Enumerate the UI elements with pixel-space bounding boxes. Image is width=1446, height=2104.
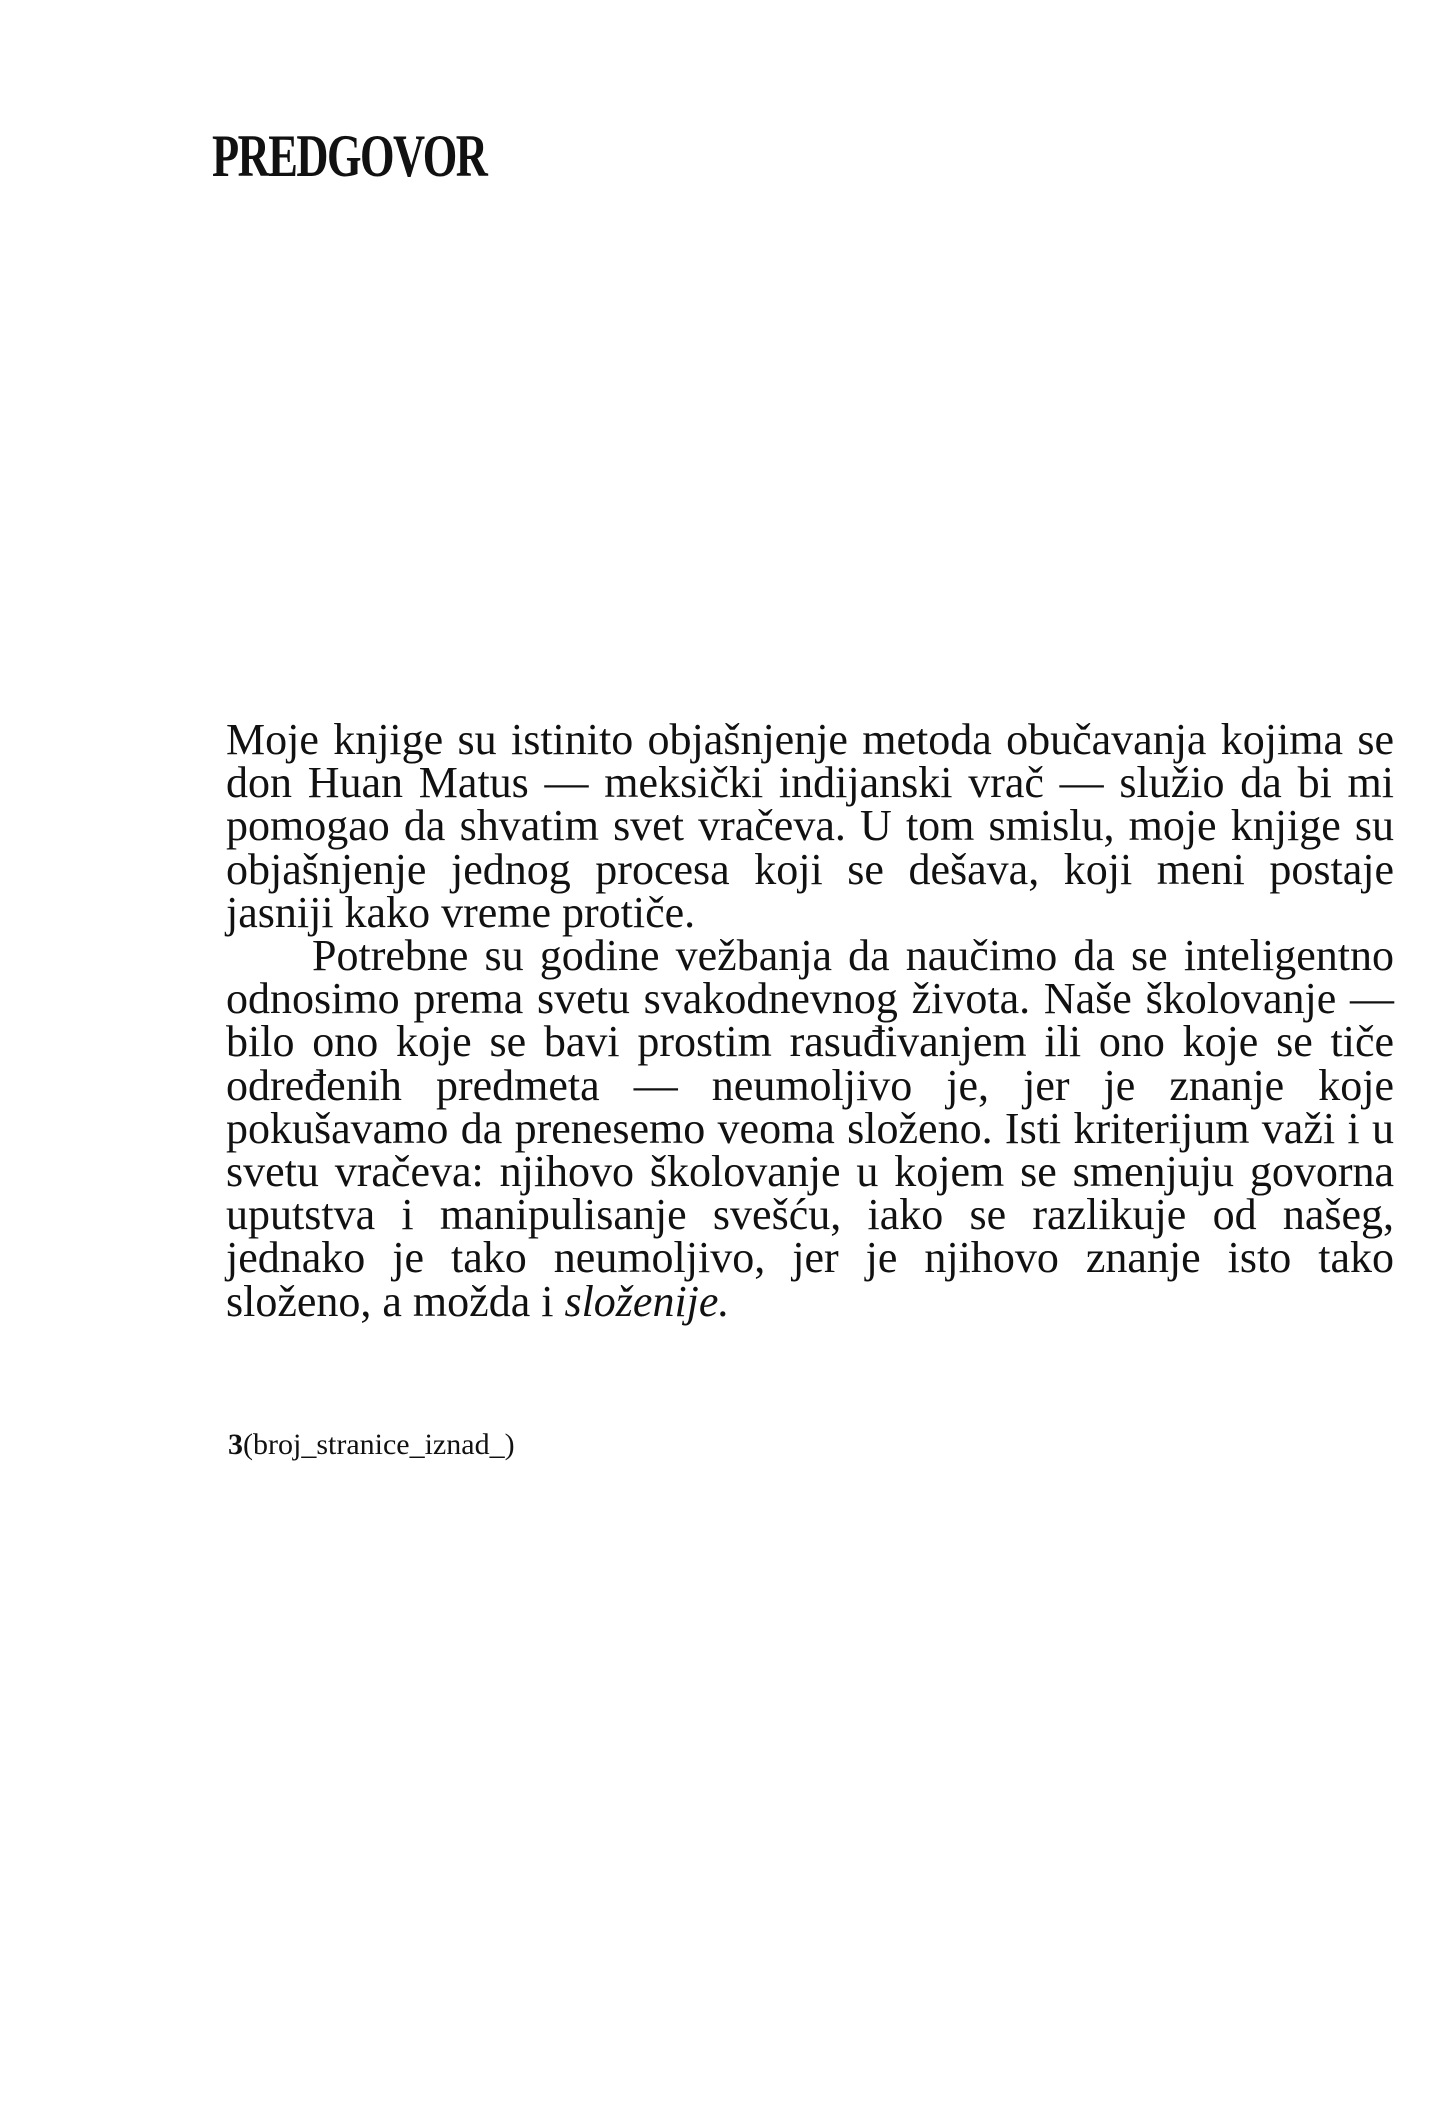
page-number-marker: (broj_stranice_iznad_): [243, 1428, 515, 1461]
page-title: PREDGOVOR: [212, 123, 487, 189]
page-number: [228, 1430, 515, 1460]
paragraph-2-text: Potrebne su godine vežbanja da naučimo da se inteligentno odnosimo prema svetu svakodnevnog života. Naše školovanje — bilo ono koje se bavi prostim rasuđivanjem ili ono koje se tiče određenih predmeta — neumoljivo je, jer je znanje koje pokušavamo da prenesemo veoma složeno. Isti kriterijum važi i u svetu vračeva: njihovo školovanje u kojem se smenjuju govorna uputstva i manipulisanje svešću, iako se razlikuje od našeg, jednako je tako neumoljivo, jer je njihovo znanje isto tako složeno, a možda i: [226, 931, 1394, 1326]
paragraph-2: [226, 931, 1394, 1326]
paragraph-1: Moje knjige su istinito objašnjenje metoda obučavanja kojima se don Huan Matus — meksički indijanski vrač — služio da bi mi pomogao da shvatim svet vračeva. U tom smislu, moje knjige su objašnjenje jednog procesa koji se dešava, koji meni postaje jasniji kako vreme protiče.: [226, 715, 1394, 937]
body-text: [226, 715, 1394, 1326]
page-number-value: 3: [228, 1428, 243, 1461]
paragraph-2-emphasis: složenije.: [564, 1276, 730, 1326]
